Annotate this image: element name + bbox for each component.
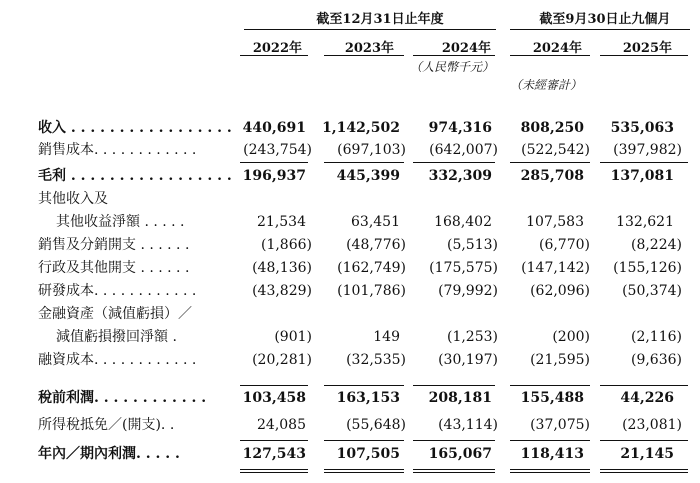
row-label: 融資成本. . . . . . . . . . . .: [38, 352, 197, 368]
year-header-1: 2022年: [252, 41, 302, 56]
cell-value: (901): [274, 329, 312, 345]
subtotal-rule: [600, 162, 688, 163]
year-rule-4: [510, 55, 590, 56]
cell-value: 332,309: [428, 168, 492, 184]
subtotal-rule: [240, 162, 308, 163]
year-header-4: 2024年: [532, 41, 582, 56]
table-row: [0, 349, 700, 371]
subtotal-rule: [413, 162, 495, 163]
subtotal-rule: [413, 385, 495, 386]
table-row: [0, 117, 700, 139]
cell-value: (155,126): [613, 260, 682, 276]
subtotal-rule: [600, 440, 688, 441]
table-row: [0, 188, 700, 210]
row-label: 其他收入及: [38, 191, 108, 207]
subtotal-rule: [600, 385, 688, 386]
cell-value: (37,075): [530, 417, 590, 433]
row-label: 所得稅抵免／(開支). .: [38, 417, 175, 433]
cell-value: (9,636): [630, 352, 682, 368]
subtotal-rule: [324, 385, 404, 386]
table-row: [0, 257, 700, 279]
total-double-rule: [240, 469, 308, 473]
cell-value: 535,063: [610, 120, 674, 136]
cell-value: 21,534: [257, 214, 306, 230]
cell-value: (43,114): [438, 417, 498, 433]
cell-value: 168,402: [434, 214, 492, 230]
cell-value: 445,399: [336, 168, 400, 184]
row-label: 研發成本. . . . . . . . . . . .: [38, 283, 197, 299]
table-row: [0, 443, 700, 465]
year-rule-2: [324, 55, 404, 56]
cell-value: (30,197): [438, 352, 498, 368]
header-group-nine-months: 截至9月30日止九個月: [539, 12, 671, 27]
cell-value: 137,081: [610, 168, 674, 184]
cell-value: 132,621: [616, 214, 674, 230]
cell-value: 208,181: [428, 390, 492, 406]
cell-value: (642,007): [429, 142, 498, 158]
cell-value: (8,224): [630, 237, 682, 253]
cell-value: 107,583: [526, 214, 584, 230]
cell-value: (2,116): [630, 329, 682, 345]
subtotal-rule: [324, 440, 404, 441]
cell-value: 440,691: [242, 120, 306, 136]
cell-value: (522,542): [521, 142, 590, 158]
total-double-rule: [413, 469, 495, 473]
subtotal-rule: [413, 440, 495, 441]
table-row: [0, 139, 700, 161]
cell-value: 165,067: [428, 446, 492, 462]
subtotal-rule: [510, 162, 590, 163]
total-double-rule: [324, 469, 404, 473]
cell-value: 163,153: [336, 390, 400, 406]
cell-value: (6,770): [538, 237, 590, 253]
unit-note: （人民幣千元）: [410, 60, 495, 74]
cell-value: (32,535): [346, 352, 406, 368]
cell-value: (5,513): [446, 237, 498, 253]
cell-value: 44,226: [620, 390, 674, 406]
cell-value: 63,451: [351, 214, 400, 230]
cell-value: (243,754): [243, 142, 312, 158]
cell-value: (23,081): [622, 417, 682, 433]
cell-value: (175,575): [429, 260, 498, 276]
table-row: [0, 165, 700, 187]
cell-value: (79,992): [438, 283, 498, 299]
cell-value: 808,250: [520, 120, 584, 136]
header-group-fiscal-year: 截至12月31日止年度: [316, 12, 444, 27]
cell-value: 118,413: [520, 446, 584, 462]
row-label: 減值虧損撥回淨額 .: [56, 329, 177, 345]
cell-value: 107,505: [336, 446, 400, 462]
year-header-2: 2023年: [344, 41, 394, 56]
cell-value: (20,281): [252, 352, 312, 368]
cell-value: (48,776): [346, 237, 406, 253]
row-label: 銷售及分銷開支 . . . . . .: [38, 237, 190, 253]
table-row: [0, 303, 700, 325]
cell-value: 103,458: [242, 390, 306, 406]
cell-value: 21,145: [620, 446, 674, 462]
total-double-rule: [600, 469, 688, 473]
cell-value: (43,829): [252, 283, 312, 299]
cell-value: (21,595): [530, 352, 590, 368]
header-rule-fiscal-year: [244, 29, 496, 30]
cell-value: (101,786): [337, 283, 406, 299]
cell-value: (48,136): [252, 260, 312, 276]
cell-value: (147,142): [521, 260, 590, 276]
header-rule-nine-months: [510, 29, 690, 30]
year-rule-1: [240, 55, 308, 56]
row-label: 毛利 . . . . . . . . . . . . . . . . .: [38, 168, 232, 184]
year-header-5: 2025年: [622, 41, 672, 56]
cell-value: (50,374): [622, 283, 682, 299]
subtotal-rule: [324, 162, 404, 163]
table-row: [0, 387, 700, 409]
cell-value: 196,937: [242, 168, 306, 184]
row-label: 金融資產（減值虧損）／: [38, 306, 192, 322]
cell-value: (200): [552, 329, 590, 345]
cell-value: (55,648): [346, 417, 406, 433]
row-label: 銷售成本. . . . . . . . . . . .: [38, 142, 197, 158]
row-label: 收入 . . . . . . . . . . . . . . . . .: [38, 120, 232, 136]
table-row: [0, 280, 700, 302]
table-row: [0, 234, 700, 256]
table-row: [0, 414, 700, 436]
cell-value: (1,253): [446, 329, 498, 345]
table-row: [0, 326, 700, 348]
total-double-rule: [510, 469, 590, 473]
subtotal-rule: [510, 385, 590, 386]
row-label: 稅前利潤. . . . . . . . . . . .: [38, 390, 207, 406]
row-label: 行政及其他開支 . . . . . .: [38, 260, 190, 276]
year-rule-5: [600, 55, 688, 56]
subtotal-rule: [510, 440, 590, 441]
cell-value: 285,708: [520, 168, 584, 184]
cell-value: (697,103): [337, 142, 406, 158]
table-row: [0, 211, 700, 233]
cell-value: (62,096): [530, 283, 590, 299]
cell-value: 974,316: [428, 120, 492, 136]
row-label: 其他收益淨額 . . . . .: [56, 214, 185, 230]
year-rule-3: [413, 55, 495, 56]
cell-value: 24,085: [257, 417, 306, 433]
cell-value: 149: [373, 329, 400, 345]
cell-value: 1,142,502: [322, 120, 400, 136]
cell-value: (162,749): [337, 260, 406, 276]
subtotal-rule: [240, 385, 308, 386]
cell-value: 127,543: [242, 446, 306, 462]
cell-value: (1,866): [260, 237, 312, 253]
year-header-3: 2024年: [441, 41, 491, 56]
cell-value: (397,982): [613, 142, 682, 158]
cell-value: 155,488: [520, 390, 584, 406]
subtotal-rule: [240, 440, 308, 441]
unaudited-note: （未經審計）: [510, 78, 583, 92]
row-label: 年內／期內利潤. . . . .: [38, 446, 180, 462]
